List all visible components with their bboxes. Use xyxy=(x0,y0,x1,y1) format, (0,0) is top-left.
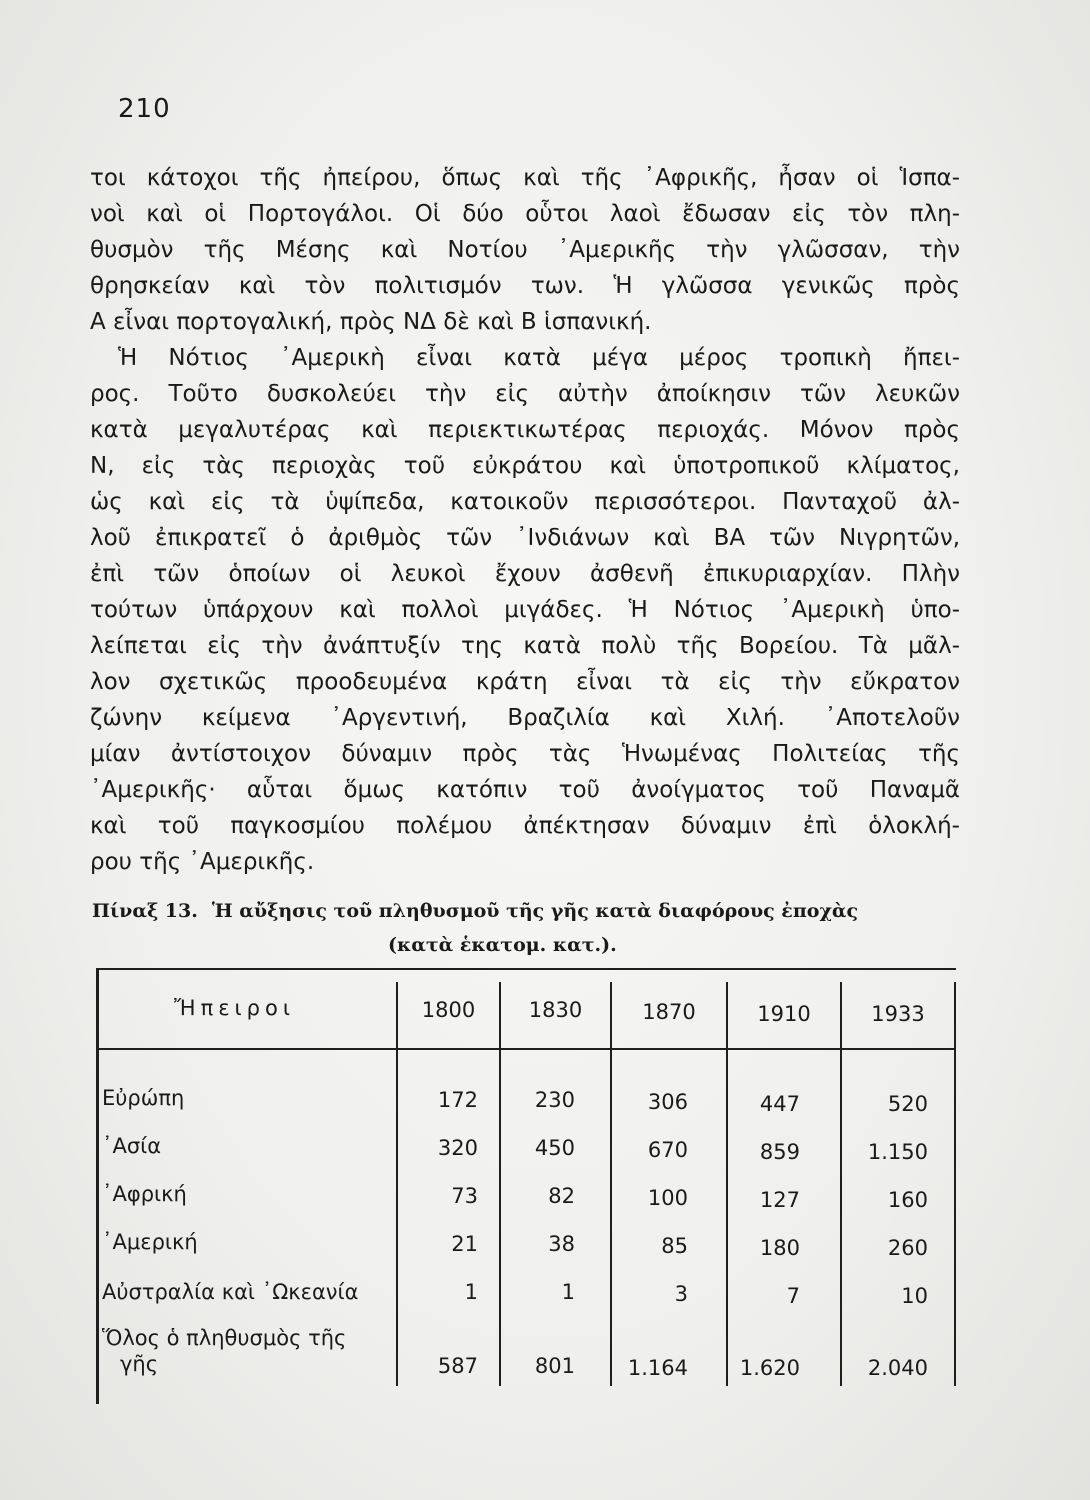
header-year: 1870 xyxy=(642,1000,696,1024)
row-label: Εὐρώπη xyxy=(102,1086,185,1110)
text-line: ρος. Τοῦτο δυσκολεύει τὴν εἰς αὐτὴν ἀποίκησιν τῶν λευκῶν xyxy=(90,381,960,407)
table-cell: 520 xyxy=(887,1092,928,1116)
column-rule xyxy=(840,982,842,1386)
column-rule xyxy=(954,982,956,1386)
total-cell: 2.040 xyxy=(867,1356,928,1380)
table-top-rule xyxy=(96,968,956,970)
table-cell: 670 xyxy=(647,1138,688,1162)
row-label: ᾿Ασία xyxy=(102,1134,162,1158)
table-cell: 73 xyxy=(451,1184,478,1208)
text-line: τοι κάτοχοι τῆς ἠπείρου, ὅπως καὶ τῆς ᾿Αφρικῆς, ἦσαν οἱ Ἱσπα- xyxy=(90,165,960,191)
text-line: Ν, εἰς τὰς περιοχὰς τοῦ εὐκράτου καὶ ὑποτροπικοῦ κλίματος, xyxy=(90,453,960,479)
table-left-rule xyxy=(96,968,99,1404)
caption-title: Ἡ αὔξησις τοῦ πληθυσμοῦ τῆς γῆς κατὰ διαφόρους ἐποχὰς xyxy=(211,900,859,922)
table-cell: 1.150 xyxy=(867,1140,928,1164)
total-cell: 1.620 xyxy=(739,1356,800,1380)
table-cell: 447 xyxy=(759,1092,800,1116)
header-year: 1933 xyxy=(871,1002,925,1026)
text-line: Α εἶναι πορτογαλική, πρὸς ΝΔ δὲ καὶ Β ἱσπανική. xyxy=(90,309,652,335)
page-number: 210 xyxy=(118,94,171,124)
table-cell: 306 xyxy=(647,1090,688,1114)
text-line: λείπεται εἰς τὴν ἀνάπτυξίν της κατὰ πολὺ τῆς Βορείου. Τὰ μᾶλ- xyxy=(90,633,960,659)
total-cell: 587 xyxy=(437,1354,478,1378)
total-cell: 801 xyxy=(534,1354,575,1378)
table-cell: 3 xyxy=(674,1282,688,1306)
table-cell: 85 xyxy=(661,1234,688,1258)
text-line: ρου τῆς ᾿Αμερικῆς. xyxy=(90,849,315,875)
table-cell: 10 xyxy=(901,1284,928,1308)
table-cell: 230 xyxy=(534,1088,575,1112)
column-rule xyxy=(610,982,612,1386)
table-cell: 7 xyxy=(786,1284,800,1308)
text-line: καὶ τοῦ παγκοσμίου πολέμου ἀπέκτησαν δύναμιν ἐπὶ ὁλοκλή- xyxy=(90,813,960,839)
header-year: 1800 xyxy=(421,998,476,1022)
text-line: τούτων ὑπάρχουν καὶ πολλοὶ μιγάδες. Ἡ Νότιος ᾿Αμερικὴ ὑπο- xyxy=(90,597,960,623)
table-cell: 320 xyxy=(437,1136,478,1160)
text-line: κατὰ μεγαλυτέρας καὶ περιεκτικωτέρας περιοχάς. Μόνον πρὸς xyxy=(90,417,960,443)
text-line: ἐπὶ τῶν ὁποίων οἱ λευκοὶ ἔχουν ἀσθενῆ ἐπικυριαρχίαν. Πλὴν xyxy=(90,561,960,587)
text-line: ζώνην κείμενα ᾿Αργεντινή, Βραζιλία καὶ Χιλή. ᾿Αποτελοῦν xyxy=(90,705,960,731)
table-cell: 1 xyxy=(561,1280,575,1304)
caption-label: Πίναξ 13. xyxy=(92,900,198,922)
table-cell: 160 xyxy=(887,1188,928,1212)
header-year: 1830 xyxy=(528,998,583,1022)
header-continents: Ἤπειροι xyxy=(174,996,295,1020)
table-cell: 127 xyxy=(759,1188,800,1212)
text-line: λον σχετικῶς προοδευμένα κράτη εἶναι τὰ εἰς τὴν εὔκρατον xyxy=(90,669,960,695)
text-line: Ἡ Νότιος ᾿Αμερικὴ εἶναι κατὰ μέγα μέρος τροπικὴ ἤπει- xyxy=(118,345,960,371)
population-table xyxy=(96,968,956,1404)
text-line: θυσμὸν τῆς Μέσης καὶ Νοτίου ᾿Αμερικῆς τὴν γλῶσσαν, τὴν xyxy=(90,237,960,263)
total-cell: 1.164 xyxy=(627,1356,688,1380)
table-cell: 172 xyxy=(437,1088,478,1112)
table-cell: 859 xyxy=(759,1140,800,1164)
row-label: ᾿Αμερική xyxy=(102,1230,198,1254)
text-line: ᾿Αμερικῆς· αὗται ὅμως κατόπιν τοῦ ἀνοίγματος τοῦ Παναμᾶ xyxy=(90,777,960,803)
table-cell: 100 xyxy=(647,1186,688,1210)
text-line: θρησκείαν καὶ τὸν πολιτισμόν των. Ἡ γλῶσσα γενικῶς πρὸς xyxy=(90,273,960,299)
header-year: 1910 xyxy=(757,1002,811,1026)
table-cell: 38 xyxy=(548,1232,575,1256)
total-label-cont: γῆς xyxy=(120,1352,159,1376)
table-cell: 1 xyxy=(464,1280,478,1304)
table-cell: 21 xyxy=(451,1232,478,1256)
row-label: ᾿Αφρική xyxy=(102,1182,187,1206)
caption-units: (κατὰ ἑκατομ. κατ.). xyxy=(388,934,617,956)
text-line: μίαν ἀντίστοιχον δύναμιν πρὸς τὰς Ἡνωμένας Πολιτείας τῆς xyxy=(90,741,960,767)
table-caption xyxy=(92,900,962,956)
column-rule xyxy=(726,982,728,1386)
text-line: λοῦ ἐπικρατεῖ ὁ ἀριθμὸς τῶν ᾿Ινδιάνων καὶ ΒΑ τῶν Νιγρητῶν, xyxy=(90,525,960,551)
table-header-rule xyxy=(96,1048,956,1050)
text-line: νοὶ καὶ οἱ Πορτογάλοι. Οἱ δύο οὗτοι λαοὶ ἔδωσαν εἰς τὸν πλη- xyxy=(90,201,960,227)
total-label: Ὅλος ὁ πληθυσμὸς τῆς xyxy=(102,1326,347,1350)
table-cell: 180 xyxy=(759,1236,800,1260)
text-line: ὡς καὶ εἰς τὰ ὑψίπεδα, κατοικοῦν περισσότεροι. Πανταχοῦ ἀλ- xyxy=(90,489,960,515)
row-label: Αὐστραλία καὶ ᾿Ωκεανία xyxy=(102,1280,359,1304)
table-cell: 450 xyxy=(534,1136,575,1160)
table-cell: 260 xyxy=(887,1236,928,1260)
table-cell: 82 xyxy=(548,1184,575,1208)
